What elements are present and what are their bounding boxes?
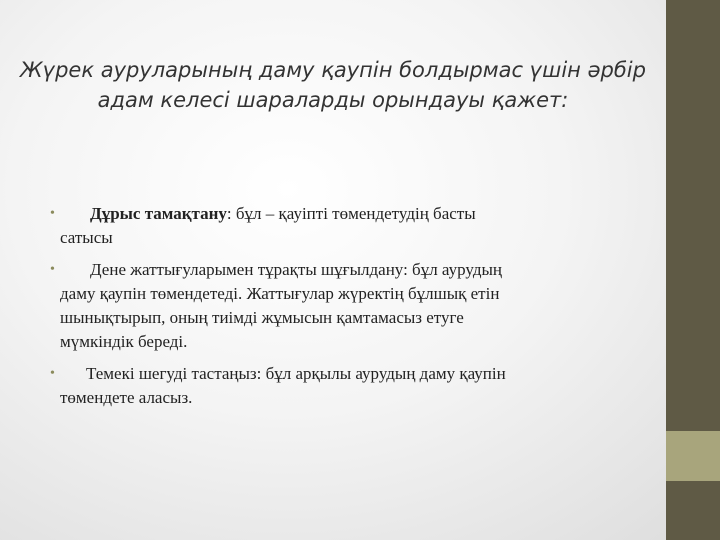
bullet-text: төмендете аласыз.	[60, 388, 193, 407]
title-line-1: Жүрек ауруларының даму қаупін болдырмас үшін әрбір	[20, 58, 646, 82]
bullet-text: шынықтырып, оның тиімді жұмысын қамтамасыз етуге	[60, 308, 464, 327]
title-line-2: адам келесі шараларды орындауы қажет:	[97, 88, 569, 112]
bullet-text: даму қаупін төмендетеді. Жаттығулар жүректің бұлшық етін	[60, 284, 500, 303]
bullet-bold-term: Дұрыс тамақтану	[90, 204, 227, 223]
bullet-item-quit-smoking	[50, 362, 620, 410]
bullet-icon: •	[50, 206, 55, 221]
decorative-sidebar-accent	[666, 431, 720, 481]
bullet-list	[50, 202, 620, 418]
bullet-text: : бұл – қауіпті төмендетудің басты	[226, 204, 476, 223]
bullet-text: Дене жаттығуларымен тұрақты шұғылдану: бұл аурудың	[90, 260, 502, 279]
bullet-text: сатысы	[60, 228, 113, 247]
bullet-text: мүмкіндік береді.	[60, 332, 188, 351]
bullet-icon: •	[50, 366, 55, 381]
bullet-item-healthy-eating	[50, 202, 620, 250]
bullet-item-exercise	[50, 258, 620, 354]
bullet-text: Темекі шегуді тастаңыз: бұл арқылы аурудың даму қаупін	[86, 364, 506, 383]
slide-title	[20, 55, 646, 115]
bullet-icon: •	[50, 262, 55, 277]
